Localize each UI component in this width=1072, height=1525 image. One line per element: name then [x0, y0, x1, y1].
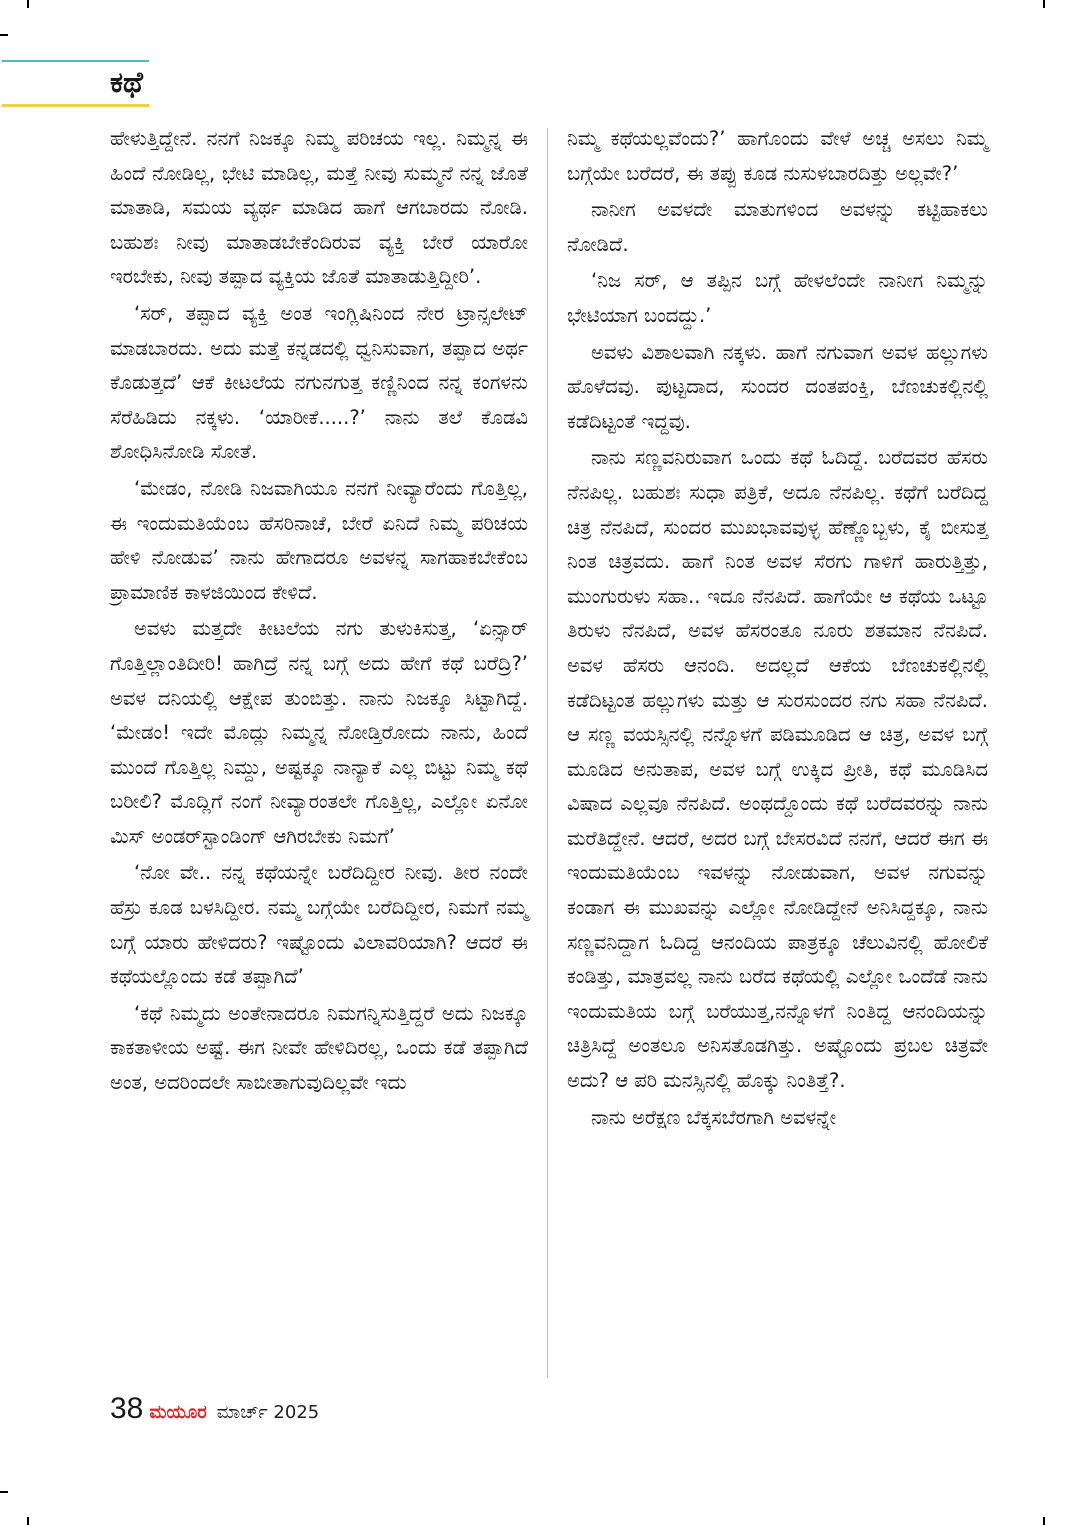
paragraph: ‘ಮೇಡಂ, ನೋಡಿ ನಿಜವಾಗಿಯೂ ನನಗೆ ನೀವ್ಯಾರೆಂದು ಗೊತ್ತಿಲ್ಲ, ಈ ಇಂದುಮತಿಯೆಂಬ ಹೆಸರಿನಾಚೆ, ಬೇರೆ ಏನಿದೆ ನಿಮ್ಮ ಪರಿಚಯ ಹೇಳಿ ನೋಡುವ’ ನಾನು ಹೇಗಾದರೂ ಅವಳನ್ನ ಸಾಗಹಾಕಬೇಕೆಂಬ ಪ್ರಾಮಾಣಿಕ ಕಾಳಜಿಯಿಂದ ಕೇಳಿದೆ.: [110, 476, 528, 604]
paragraph: ನಾನೀಗ ಅವಳದೇ ಮಾತುಗಳಿಂದ ಅವಳನ್ನು ಕಟ್ಟಿಹಾಕಲು ನೋಡಿದೆ.: [567, 198, 988, 256]
page-footer: [110, 1392, 319, 1432]
issue-date: ಮಾರ್ಚ್ 2025: [216, 1402, 320, 1423]
crop-mark: [1043, 0, 1045, 8]
crop-mark: [27, 0, 29, 8]
crop-mark: [1043, 1517, 1045, 1525]
paragraph: ಅವಳು ವಿಶಾಲವಾಗಿ ನಕ್ಕಳು. ಹಾಗೆ ನಗುವಾಗ ಅವಳ ಹಲ್ಲುಗಳು ಹೊಳೆದವು. ಪುಟ್ಟದಾದ, ಸುಂದರ ದಂತಪಂಕ್ತಿ, ಬೆಣಚುಕಲ್ಲಿನಲ್ಲಿ ಕಡೆದಿಟ್ಟಂತೆ ಇದ್ದವು.: [567, 340, 988, 433]
paragraph: ನಾನು ಸಣ್ಣವನಿರುವಾಗ ಒಂದು ಕಥೆ ಓದಿದ್ದೆ. ಬರೆದವರ ಹೆಸರು ನೆನಪಿಲ್ಲ. ಬಹುಶಃ ಸುಧಾ ಪತ್ರಿಕೆ, ಅದೂ ನೆನಪಿಲ್ಲ. ಕಥೆಗೆ ಬರೆದಿದ್ದ ಚಿತ್ರ ನೆನಪಿದೆ, ಸುಂದರ ಮುಖಭಾವವುಳ್ಳ ಹೆಣ್ಣೊಬ್ಬಳು, ಕೈ ಬೀಸುತ್ತ ನಿಂತ ಚಿತ್ರವದು. ಹಾಗೆ ನಿಂತ ಅವಳ ಸೆರಗು ಗಾಳಿಗೆ ಹಾರುತ್ತಿತ್ತು, ಮುಂಗುರುಳು ಸಹಾ.. ಇದೂ ನೆನಪಿದೆ. ಹಾಗೆಯೇ ಆ ಕಥೆಯ ಒಟ್ಟೂ ತಿರುಳು ನೆನಪಿದೆ, ಅವಳ ಹೆಸರಂತೂ ನೂರು ಶತಮಾನ ನೆನಪಿದೆ. ಅವಳ ಹೆಸರು ಆನಂದಿ. ಅದಲ್ಲದೆ ಆಕೆಯ ಬೆಣಚುಕಲ್ಲಿನಲ್ಲಿ ಕಡೆದಿಟ್ಟಂತ ಹಲ್ಲುಗಳು ಮತ್ತು ಆ ಸುರಸುಂದರ ನಗು ಸಹಾ ನೆನಪಿದೆ. ಆ ಸಣ್ಣ ವಯಸ್ಸಿನಲ್ಲಿ ನನ್ನೊಳಗೆ ಪಡಿಮೂಡಿದ ಆ ಚಿತ್ರ, ಅವಳ ಬಗ್ಗೆ ಮೂಡಿದ ಅನುತಾಪ, ಅವಳ ಬಗ್ಗೆ ಉಕ್ಕಿದ ಪ್ರೀತಿ, ಕಥೆ ಮೂಡಿಸಿದ ವಿಷಾದ ಎಲ್ಲವೂ ನೆನಪಿದೆ. ಅಂಥದ್ದೊಂದು ಕಥೆ ಬರೆದವರನ್ನು ನಾನು ಮರೆತಿದ್ದೇನೆ. ಆದರೆ, ಅದರ ಬಗ್ಗೆ ಬೇಸರವಿದೆ ನನಗೆ, ಆದರೆ ಈಗ ಈ ಇಂದುಮತಿಯೆಂಬ ಇವಳನ್ನು ನೋಡುವಾಗ, ಅವಳ ನಗುವನ್ನು ಕಂಡಾಗ ಈ ಮುಖವನ್ನು ಎಲ್ಲೋ ನೋಡಿದ್ದೇನೆ ಅನಿಸಿದ್ದಕ್ಕೂ, ನಾನು ಸಣ್ಣವನಿದ್ದಾಗ ಓದಿದ್ದ ಆನಂದಿಯ ಪಾತ್ರಕ್ಕೂ ಚೆಲುವಿನಲ್ಲಿ ಹೋಲಿಕೆ ಕಂಡಿತ್ತು, ಮಾತ್ರವಲ್ಲ ನಾನು ಬರೆದ ಕಥೆಯಲ್ಲಿ ಎಲ್ಲೋ ಒಂದೆಡೆ ನಾನು ಇಂದುಮತಿಯ ಬಗ್ಗೆ ಬರೆಯುತ್ತ,ನನ್ನೊಳಗೆ ನಿಂತಿದ್ದ ಆನಂದಿಯನ್ನು ಚಿತ್ರಿಸಿದ್ದೆ ಅಂತಲೂ ಅನಿಸತೊಡಗಿತ್ತು. ಅಷ್ಟೊಂದು ಪ್ರಬಲ ಚಿತ್ರವೇ ಅದು? ಆ ಪರಿ ಮನಸ್ಸಿನಲ್ಲಿ ಹೊಕ್ಕು ನಿಂತಿತ್ತೆ?.: [567, 446, 988, 1093]
paragraph: ನಿಮ್ಮ ಕಥೆಯಲ್ಲವೆಂದು?’ ಹಾಗೊಂದು ವೇಳೆ ಅಚ್ಚ ಅಸಲು ನಿಮ್ಮ ಬಗ್ಗೆಯೇ ಬರೆದರೆ, ಈ ತಪ್ಪು ಕೂಡ ನುಸುಳಬಾರದಿತ್ತು ಅಲ್ಲವೇ?’: [567, 127, 988, 185]
page-number: 38: [110, 1392, 144, 1425]
paragraph: ‘ನಿಜ ಸರ್, ಆ ತಪ್ಪಿನ ಬಗ್ಗೆ ಹೇಳಲೆಂದೇ ನಾನೀಗ ನಿಮ್ಮನ್ನು ಭೇಟಿಯಾಗ ಬಂದದ್ದು.’: [567, 269, 988, 327]
column-divider: [547, 128, 548, 1378]
crop-mark: [0, 34, 8, 36]
article-column-left: [110, 122, 528, 1103]
paragraph: ನಾನು ಅರೆಕ್ಷಣ ಬೆಕ್ಕಸಬೆರಗಾಗಿ ಅವಳನ್ನೇ: [591, 1105, 837, 1129]
paragraph: ‘ನೋ ವೇ.. ನನ್ನ ಕಥೆಯನ್ನೇ ಬರೆದಿದ್ದೀರ ನೀವು. ತೀರ ನಂದೇ ಹೆಸ್ರು ಕೂಡ ಬಳಸಿದ್ದೀರ. ನಮ್ಮ ಬಗ್ಗೆಯೇ ಬರೆದಿದ್ದೀರ, ನಿಮಗೆ ನಮ್ಮ ಬಗ್ಗೆ ಯಾರು ಹೇಳಿದರು? ಇಷ್ಟೊಂದು ವಿಲಾವರಿಯಾಗಿ? ಆದರೆ ಈ ಕಥೆಯಲ್ಲೊಂದು ಕಡೆ ತಪ್ಪಾಗಿದೆ’: [110, 861, 528, 989]
crop-mark: [27, 1517, 29, 1525]
paragraph: ‘ಕಥೆ ನಿಮ್ಮದು ಅಂತೇನಾದರೂ ನಿಮಗನ್ನಿಸುತ್ತಿದ್ದರೆ ಅದು ನಿಜಕ್ಕೂ ಕಾಕತಾಳೀಯ ಅಷ್ಟೆ. ಈಗ ನೀವೇ ಹೇಳಿದಿರಲ್ಲ, ಒಂದು ಕಡೆ ತಪ್ಪಾಗಿದೆ ಅಂತ, ಅದರಿಂದಲೇ ಸಾಬೀತಾಗುವುದಿಲ್ಲವೇ ಇದು: [110, 1001, 528, 1095]
paragraph: ‘ಸರ್, ತಪ್ಪಾದ ವ್ಯಕ್ತಿ ಅಂತ ಇಂಗ್ಲಿಷಿನಿಂದ ನೇರ ಟ್ರಾನ್ಸಲೇಟ್ ಮಾಡಬಾರದು. ಅದು ಮತ್ತೆ ಕನ್ನಡದಲ್ಲಿ ಧ್ವನಿಸುವಾಗ, ತಪ್ಪಾದ ಅರ್ಥ ಕೊಡುತ್ತದೆ’ ಆಕೆ ಕೀಟಲೆಯ ನಗುನಗುತ್ತ ಕಣ್ಣಿನಿಂದ ನನ್ನ ಕಂಗಳನು ಸೆರೆಹಿಡಿದು ನಕ್ಕಳು. ‘ಯಾರೀಕೆ.....?’ ನಾನು ತಲೆ ಕೊಡವಿ ಶೋಧಿಸಿನೋಡಿ ಸೋತೆ.: [110, 301, 528, 464]
article-column-right: [567, 122, 988, 1137]
magazine-logo: ಮಯೂರ: [149, 1402, 207, 1423]
section-rule-bottom: [2, 104, 149, 107]
section-label: ಕಥೆ: [110, 65, 143, 99]
crop-mark: [0, 1491, 8, 1493]
paragraph: ಹೇಳುತ್ತಿದ್ದೇನೆ. ನನಗೆ ನಿಜಕ್ಕೂ ನಿಮ್ಮ ಪರಿಚಯ ಇಲ್ಲ. ನಿಮ್ಮನ್ನ ಈ ಹಿಂದೆ ನೋಡಿಲ್ಲ, ಭೇಟಿ ಮಾಡಿಲ್ಲ, ಮತ್ತೆ ನೀವು ಸುಮ್ಮನೆ ನನ್ನ ಜೊತೆ ಮಾತಾಡಿ, ಸಮಯ ವ್ಯರ್ಥ ಮಾಡಿದ ಹಾಗೆ ಆಗಬಾರದು ನೋಡಿ. ಬಹುಶಃ ನೀವು ಮಾತಾಡಬೇಕೆಂದಿರುವ ವ್ಯಕ್ತಿ ಬೇರೆ ಯಾರೋ ಇರಬೇಕು, ನೀವು ತಪ್ಪಾದ ವ್ಯಕ್ತಿಯ ಜೊತೆ ಮಾತಾಡುತ್ತಿದ್ದೀರಿ’.: [110, 127, 528, 289]
paragraph: ಅವಳು ಮತ್ತದೇ ಕೀಟಲೆಯ ನಗು ತುಳುಕಿಸುತ್ತ, ‘ಏನ್ಸಾರ್ ಗೊತ್ತಿಲ್ಲಾಂತಿದೀರಿ! ಹಾಗಿದ್ರೆ ನನ್ನ ಬಗ್ಗೆ ಅದು ಹೇಗೆ ಕಥೆ ಬರೆದ್ರಿ?’ ಅವಳ ದನಿಯಲ್ಲಿ ಆಕ್ಷೇಪ ತುಂಬಿತ್ತು. ನಾನು ನಿಜಕ್ಕೂ ಸಿಟ್ಟಾಗಿದ್ದೆ. ‘ಮೇಡಂ! ಇದೇ ಮೊದ್ಲು ನಿಮ್ಮನ್ನ ನೋಡ್ತಿರೋದು ನಾನು, ಹಿಂದೆ ಮುಂದೆ ಗೊತ್ತಿಲ್ಲ ನಿಮ್ದು, ಅಷ್ಟಕ್ಕೂ ನಾನ್ಯಾಕೆ ಎಲ್ಲ ಬಿಟ್ಟು ನಿಮ್ಮ ಕಥೆ ಬರೀಲಿ? ಮೊದ್ಲಿಗೆ ನಂಗೆ ನೀವ್ಯಾರಂತಲೇ ಗೊತ್ತಿಲ್ಲ, ಎಲ್ಲೋ ಏನೋ ಮಿಸ್ ಅಂಡರ್‌ಸ್ಟಾಂಡಿಂಗ್ ಆಗಿರಬೇಕು ನಿಮಗೆ’: [110, 617, 528, 848]
